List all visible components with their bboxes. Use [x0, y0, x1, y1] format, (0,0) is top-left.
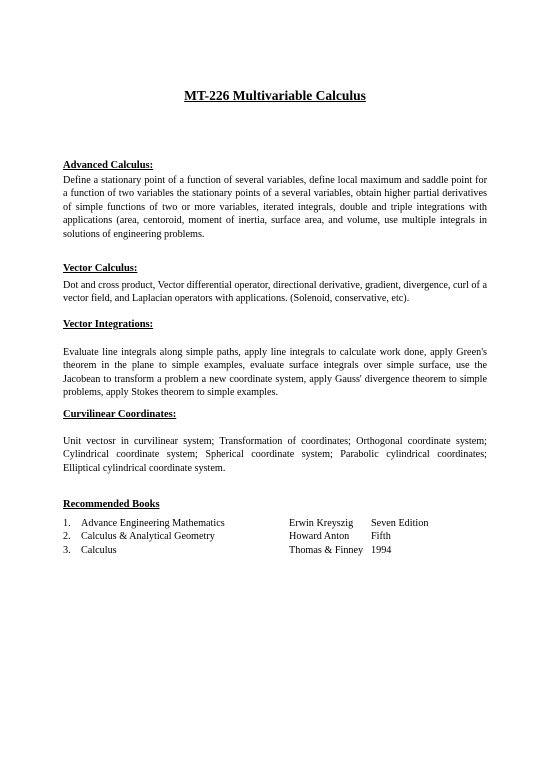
section-heading-vector-calculus: Vector Calculus: [63, 263, 138, 274]
section-heading-vector-integrations: Vector Integrations: [63, 319, 154, 330]
book-title: Advance Engineering Mathematics [81, 518, 225, 529]
book-edition: 1994 [371, 544, 392, 556]
book-author: Thomas & Finney [289, 544, 364, 556]
book-edition: Seven Edition [371, 518, 429, 529]
book-title: Calculus [81, 544, 117, 556]
section-text-advanced-calculus: Define a stationary point of a function of several variables, define local maximum and saddle point for a function of two variables the stationary points of a several variables, obtain higher partial derivatives of simple functions of two or more variables, iterated integrals, double and triple integrations with applications (area, centoroid, moment of inertia, surface area, and volume, use multiple integrals in solutions of engineering problems. [63, 175, 487, 240]
section-heading-advanced-calculus: Advanced Calculus: [63, 160, 154, 171]
page-title: MT-226 Multivariable Calculus [184, 88, 366, 103]
section-heading-curvilinear-coordinates: Curvilinear Coordinates: [63, 409, 177, 420]
book-number: 2. [63, 531, 71, 543]
book-row [63, 530, 493, 543]
book-number: 1. [63, 518, 71, 529]
book-row [63, 517, 493, 530]
recommended-books-list [63, 517, 493, 557]
book-title: Calculus & Analytical Geometry [81, 531, 215, 543]
book-number: 3. [63, 544, 71, 556]
book-row [63, 544, 493, 557]
recommended-books-heading: Recommended Books [63, 499, 160, 510]
section-text-vector-integrations: Evaluate line integrals along simple paths, apply line integrals to calculate work done, apply Green's theorem in the plane to simple examples, evaluate surface integrals over simple surface, use the Jacobean to transform a problem a new coordinate system, apply Gauss' divergence theorem to simple problems, apply Stokes theorem to simple examples. [63, 347, 487, 399]
book-edition: Fifth [371, 531, 391, 543]
section-text-vector-calculus: Dot and cross product, Vector differential operator, directional derivative, gradient, divergence, curl of a vector field, and Laplacian operators with applications. (Solenoid, conservative, etc). [63, 280, 487, 305]
book-author: Erwin Kreyszig [289, 518, 354, 529]
section-text-curvilinear-coordinates: Unit vectosr in curvilinear system; Transformation of coordinates; Orthogonal coordinate system; Cylindrical coordinate system; Spherical coordinate system; Parabolic cylindrical coordinates; Elliptical cylindrical coordinate system. [63, 436, 487, 474]
book-author: Howard Anton [289, 531, 350, 543]
